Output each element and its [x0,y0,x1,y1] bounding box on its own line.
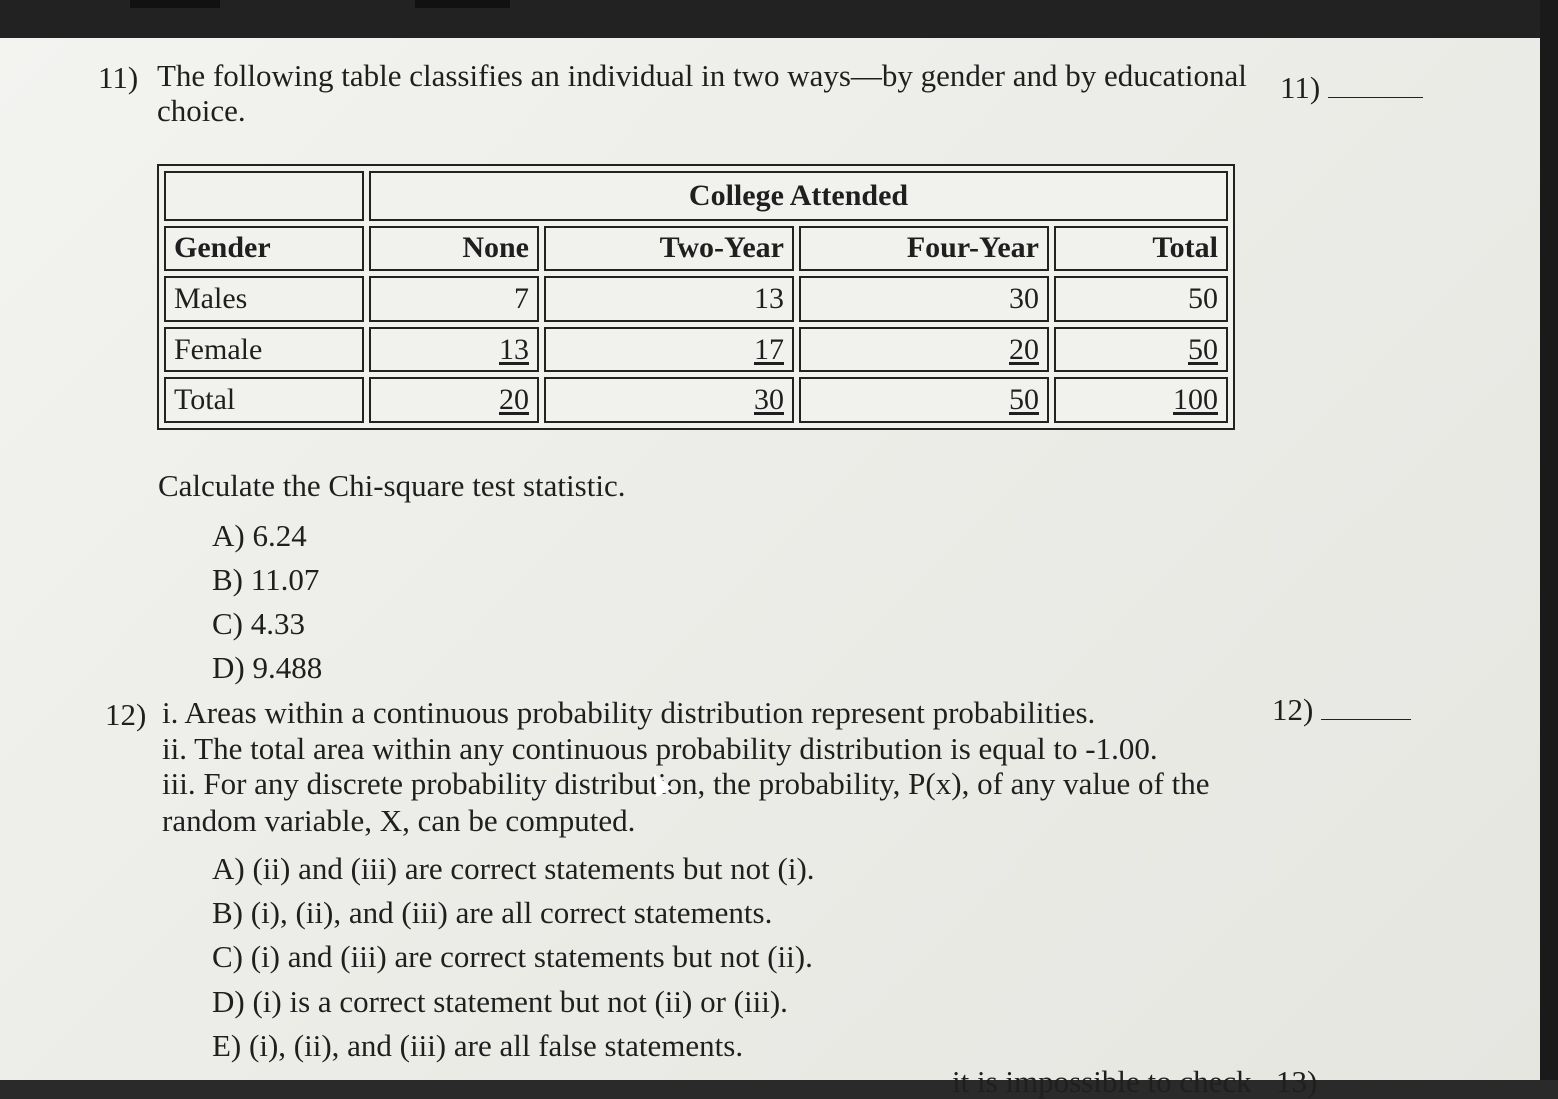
cell: 13 [544,276,794,322]
q12-statement-3-cont: random variable, X, can be computed. [162,803,636,838]
cell: 50 [799,377,1049,423]
q12-option-c[interactable]: C) (i) and (iii) are correct statements but not (ii). [212,939,813,974]
table-row [164,276,1228,322]
q11-answer-blank[interactable] [1328,97,1423,98]
cell: 30 [799,276,1049,322]
header-none: None [369,226,539,272]
cell: 50 [1054,327,1228,373]
q12-option-b[interactable]: B) (i), (ii), and (iii) are all correct statements. [212,895,773,930]
cell: 17 [544,327,794,373]
q12-answer-blank[interactable] [1321,719,1411,720]
q11-number: 11) [98,60,139,95]
q11-option-a[interactable]: A) 6.24 [212,518,307,553]
q12-option-a[interactable]: A) (ii) and (iii) are correct statements but not (i). [212,851,815,886]
q12-statement-1: i. Areas within a continuous probability distribution represent probabilities. [162,695,1096,730]
cell: 100 [1054,377,1228,423]
cell: 50 [1054,276,1228,322]
cell: 20 [369,377,539,423]
header-two-year: Two-Year [544,226,794,272]
contingency-table [157,164,1235,430]
q11-option-d[interactable]: D) 9.488 [212,650,323,685]
cell: 30 [544,377,794,423]
q12-option-e[interactable]: E) (i), (ii), and (iii) are all false statements. [212,1028,744,1063]
monitor-bezel [0,0,1558,38]
row-label-males: Males [164,276,364,322]
q11-option-b[interactable]: B) 11.07 [212,562,320,597]
q12-statement-3: iii. For any discrete probability distribution, the probability, P(x), of any value of the [162,766,1210,801]
monitor-edge [1540,0,1558,1080]
header-total: Total [1054,226,1228,272]
q11-option-c[interactable]: C) 4.33 [212,606,305,641]
q12-answer-slot[interactable] [1272,694,1411,725]
bezel-mark [415,0,510,8]
q13-answer-label: 13) [1276,1064,1318,1099]
college-attended-header: College Attended [369,171,1228,221]
row-label-total: Total [164,377,364,423]
q13-partial-text: it is impossible to check [952,1064,1252,1099]
q12-answer-label: 12) [1272,692,1314,727]
q11-answer-slot[interactable] [1280,72,1423,103]
q11-answer-label: 11) [1280,70,1321,105]
q12-statement-2: ii. The total area within any continuous probability distribution is equal to -1.00. [162,731,1158,766]
cell: 20 [799,327,1049,373]
q12-option-d[interactable]: D) (i) is a correct statement but not (ii) or (iii). [212,984,788,1019]
row-label-female: Female [164,327,364,373]
table-row [164,327,1228,373]
cell: 7 [369,276,539,322]
q11-text-line1: The following table classifies an individual in two ways—by gender and by educational [157,58,1247,93]
cell: 13 [369,327,539,373]
q11-text-line2: choice. [157,93,246,128]
table-row [164,377,1228,423]
header-gender: Gender [164,226,364,272]
header-four-year: Four-Year [799,226,1049,272]
bezel-mark [130,0,220,8]
q11-prompt: Calculate the Chi-square test statistic. [158,468,626,503]
q12-number: 12) [105,697,147,732]
